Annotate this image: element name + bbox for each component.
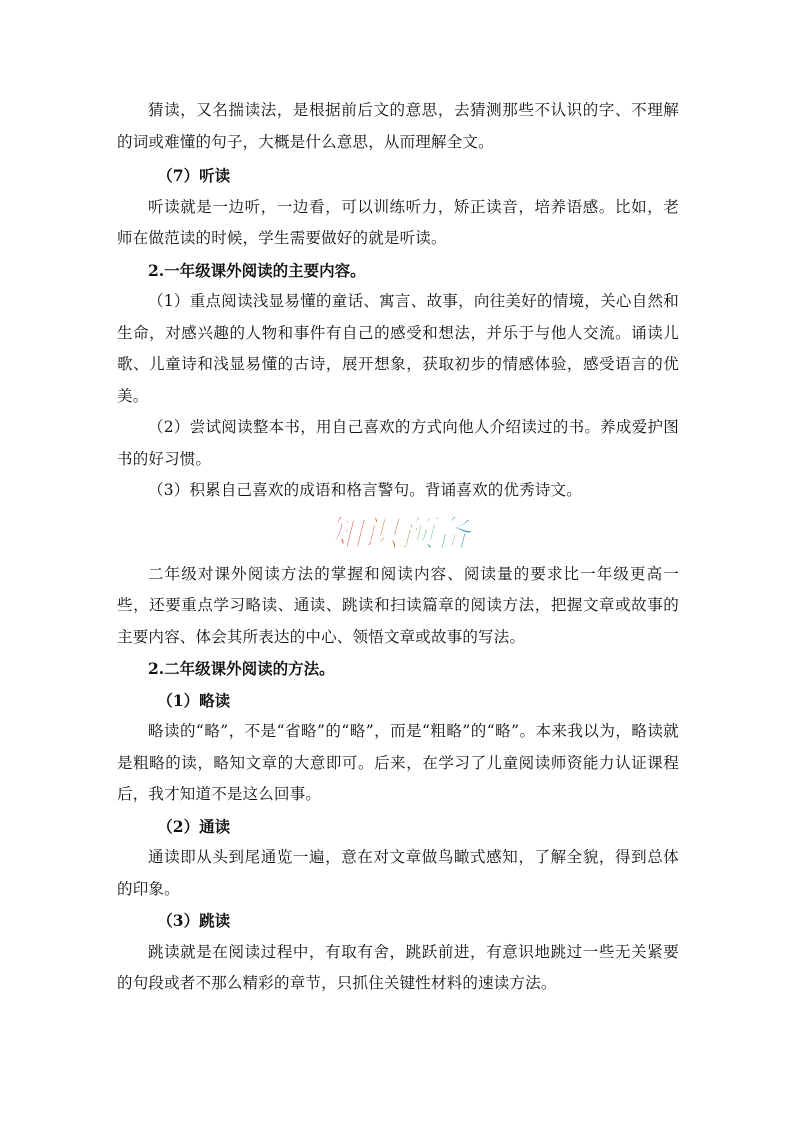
knowledge-banner-art <box>313 512 483 558</box>
heading-full-reading: （2）通读 <box>157 816 231 836</box>
knowledge-banner <box>117 511 679 559</box>
heading-jump-reading: （3）跳读 <box>157 911 231 930</box>
paragraph-skim-reading: 略读的“略”，不是“省略”的“略”，而是“粗略”的“略”。本来我以为，略读就是粗略的读，略知文章的大意即可。后来，在学习了儿童阅读师资能力认证课程后，我才知道不是这么回事。 <box>117 722 679 803</box>
document-page <box>117 95 679 1000</box>
paragraph-listen-reading: 听读就是一边听，一边看，可以训练听力，矫正读音，培养语感。比如，老师在做范读的时候，学生需要做好的就是听读。 <box>117 197 679 247</box>
paragraph-grade2-intro: 二年级对课外阅读方法的掌握和阅读内容、阅读量的要求比一年级更高一些，还要重点学习略读、通读、跳读和扫读篇章的阅读方法，把握文章或故事的主要内容、体会其所表达的中心、领悟文章或故事的写法。 <box>117 564 679 646</box>
paragraph-guess-reading: 猜读，又名揣读法，是根据前后文的意思，去猜测那些不认识的字、不理解的词或难懂的句子，大概是什么意思，从而理解全文。 <box>117 101 679 151</box>
heading-grade1-content: 2.一年级课外阅读的主要内容。 <box>148 260 366 280</box>
paragraph-grade1-item3: （3）积累自己喜欢的成语和格言警句。背诵喜欢的优秀诗文。 <box>148 481 582 499</box>
heading-skim-reading: （1）略读 <box>157 690 231 710</box>
banner-title: 知识预备 <box>325 512 471 555</box>
paragraph-jump-reading: 跳读就是在阅读过程中，有取有舍，跳跃前进，有意识地跳过一些无关紧要的句段或者不那么精彩的章节，只抓住关键性材料的速读方法。 <box>117 942 679 992</box>
paragraph-full-reading: 通读即从头到尾通览一遍，意在对文章做鸟瞰式感知，了解全貌，得到总体的印象。 <box>117 848 679 898</box>
heading-listen-reading: （7）听读 <box>157 166 231 185</box>
paragraph-grade1-item2: （2）尝试阅读整本书，用自己喜欢的方式向他人介绍读过的书。养成爱护图书的好习惯。 <box>117 418 679 468</box>
paragraph-grade1-item1: （1）重点阅读浅显易懂的童话、寓言、故事，向往美好的情境，关心自然和生命，对感兴趣的人物和事件有自己的感受和想法，并乐于与他人交流。诵读儿歌、儿童诗和浅显易懂的古诗，展开想象，获取初步的情感体验，感受语言的优美。 <box>117 292 679 405</box>
heading-grade2-methods: 2.二年级课外阅读的方法。 <box>148 659 335 678</box>
